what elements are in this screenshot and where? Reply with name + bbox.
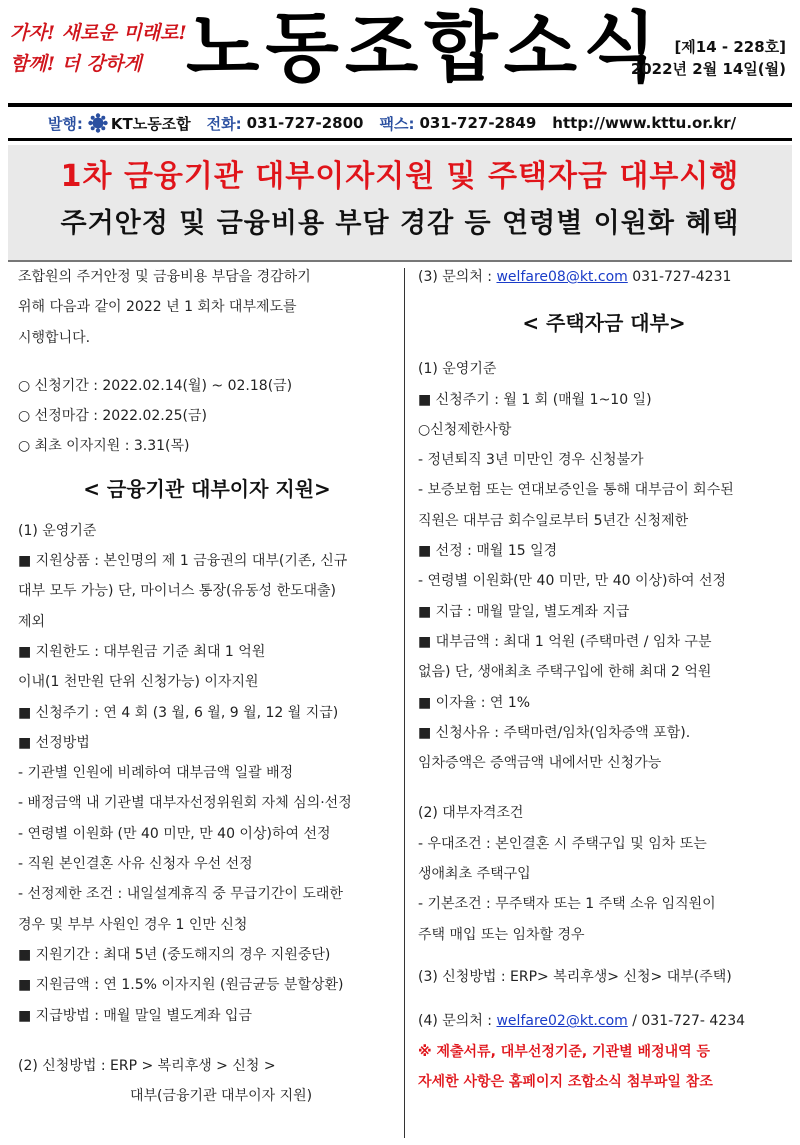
text-line: - 우대조건 : 본인결혼 시 주택구입 및 임차 또는 [418,835,707,852]
text-line: ■ 지원기간 : 최대 5년 (중도해지의 경우 지원중단) [18,946,331,963]
text-line: 이내(1 천만원 단위 신청가능) 이자지원 [18,674,259,691]
masthead-rule [8,103,792,107]
main-headline: 1차 금융기관 대부이자지원 및 주택자금 대부시행 [60,159,740,194]
right-column [418,262,790,1097]
contact-line [418,1006,790,1036]
text-line: 임차증액은 증액금액 내에서만 신청가능 [418,755,662,772]
selection-deadline: ○ 선정마감 : 2022.02.25(금) [18,408,207,425]
fax-label: 팩스: [379,114,415,133]
issue-date: 2022년 2월 14일(월) [630,60,786,78]
phone-number: 031-727-2800 [246,114,364,132]
issue-info [631,36,786,80]
text-line: - 정년퇴직 3년 미만인 경우 신청불가 [418,452,644,469]
application-method-line: 대부(금융기관 대부이자 지원) [130,1088,313,1105]
text-line: 주택 매입 또는 임차할 경우 [418,926,585,943]
website-link[interactable]: http://www.kttu.or.kr/ [552,114,737,132]
intro-line: 위해 다음과 같이 2022 년 1 회차 대부제도를 [18,299,297,316]
application-period: ○ 신청기간 : 2022.02.14(월) ~ 02.18(금) [18,377,293,394]
text-line: (1) 운영기준 [418,361,497,378]
fax-number: 031-727-2849 [419,114,537,132]
contact-phone: / 031-727- 4234 [627,1013,746,1030]
text-line: (2) 대부자격조건 [418,805,524,822]
section-title-housing-loan: < 주택자금 대부> [522,311,686,336]
text-line: 대부 모두 가능) 단, 마이너스 통장(유동성 한도대출) [18,583,337,600]
intro-line: 조합원의 주거안정 및 금융비용 부담을 경감하기 [18,269,311,285]
text-line: ■ 지급 : 매월 말일, 별도계좌 지급 [418,603,630,620]
masthead [0,0,800,100]
headline-box [8,145,792,262]
contact-line [418,262,790,292]
text-line: ■ 선정방법 [18,734,90,751]
text-line: ■ 지급방법 : 매월 말일 별도계좌 입금 [18,1007,252,1024]
left-column [18,262,396,1111]
text-line: 제외 [18,613,46,630]
text-line: ■ 대부금액 : 최대 1 억원 (주택마련 / 임차 구분 [418,633,712,650]
contact-email-link[interactable]: welfare08@kt.com [496,269,628,285]
text-line: - 기관별 인원에 비례하여 대부금액 일괄 배정 [18,765,294,782]
text-line: ■ 지원한도 : 대부원금 기준 최대 1 억원 [18,643,266,660]
intro-line: 시행합니다. [18,329,91,346]
kttu-logo-icon [88,113,108,133]
application-method-line: (3) 신청방법 : ERP> 복리후생> 신청> 대부(주택) [418,968,732,985]
slogan [10,18,187,80]
publisher-label: 발행: [47,114,83,133]
phone-label: 전화: [206,114,242,133]
contact-label: (3) 문의처 : [418,269,497,285]
notice-line: ※ 제출서류, 대부선정기준, 기관별 배정내역 등 [418,1043,711,1060]
text-line: ■ 지원상품 : 본인명의 제 1 금융권의 대부(기존, 신규 [18,553,348,570]
text-line: ■ 신청사유 : 주택마련/임차(임차증액 포함). [418,724,691,741]
text-line: ■ 이자율 : 연 1% [418,694,531,711]
issue-number: [제14 - 228호] [674,38,786,56]
contact-label: (4) 문의처 : [418,1013,497,1030]
text-line: - 직원 본인결혼 사유 신청자 우선 선정 [18,856,253,873]
text-line: ■ 선정 : 매월 15 일경 [418,543,558,560]
application-method-line: (2) 신청방법 : ERP > 복리후생 > 신청 > [18,1057,276,1074]
text-line: - 선정제한 조건 : 내일설계휴직 중 무급기간이 도래한 [18,886,343,903]
publisher-rule [8,138,792,141]
text-line: ■ 신청주기 : 연 4 회 (3 월, 6 월, 9 월, 12 월 지급) [18,704,339,721]
text-line: ■ 지원금액 : 연 1.5% 이자지원 (원금균등 분할상환) [18,977,344,994]
publisher-bar [8,110,792,136]
first-interest-support: ○ 최초 이자지원 : 3.31(목) [18,438,190,455]
text-line: (1) 운영기준 [18,522,97,539]
contact-phone: 031-727-4231 [627,269,732,285]
slogan-line-1: 가자! 새로운 미래로! [10,22,187,44]
text-line: ■ 신청주기 : 월 1 회 (매월 1~10 일) [418,391,652,408]
text-line: 직원은 대부금 회수일로부터 5년간 신청제한 [418,512,689,529]
text-line: - 기본조건 : 무주택자 또는 1 주택 소유 임직원이 [418,896,716,913]
text-line: 생애최초 주택구입 [418,866,531,883]
text-line: - 연령별 이원화(만 40 미만, 만 40 이상)하여 선정 [418,573,727,590]
text-line: - 보증보험 또는 연대보증인을 통해 대부금이 회수된 [418,482,734,499]
slogan-line-2: 함께! 더 강하게 [10,53,142,75]
publisher-name: KT노동조합 [110,114,191,133]
newsletter-title: 노동조합소식 [186,3,663,92]
text-line: 없음) 단, 생애최초 주택구입에 한해 최대 2 억원 [418,664,712,681]
text-line: 경우 및 부부 사원인 경우 1 인만 신청 [18,916,248,933]
text-line: - 연령별 이원화 (만 40 미만, 만 40 이상)하여 선정 [18,825,331,842]
sub-headline: 주거안정 및 금융비용 부담 경감 등 연령별 이원화 혜택 [60,208,740,239]
section-title-loan-interest: < 금융기관 대부이자 지원> [83,476,331,501]
contact-email-link[interactable]: welfare02@kt.com [496,1013,628,1030]
text-line: - 배정금액 내 기관별 대부자선정위원회 자체 심의·선정 [18,795,352,812]
column-divider [404,268,405,1138]
text-line: ○신청제한사항 [418,421,512,438]
notice-line: 자세한 사항은 홈페이지 조합소식 첨부파일 참조 [418,1073,713,1090]
